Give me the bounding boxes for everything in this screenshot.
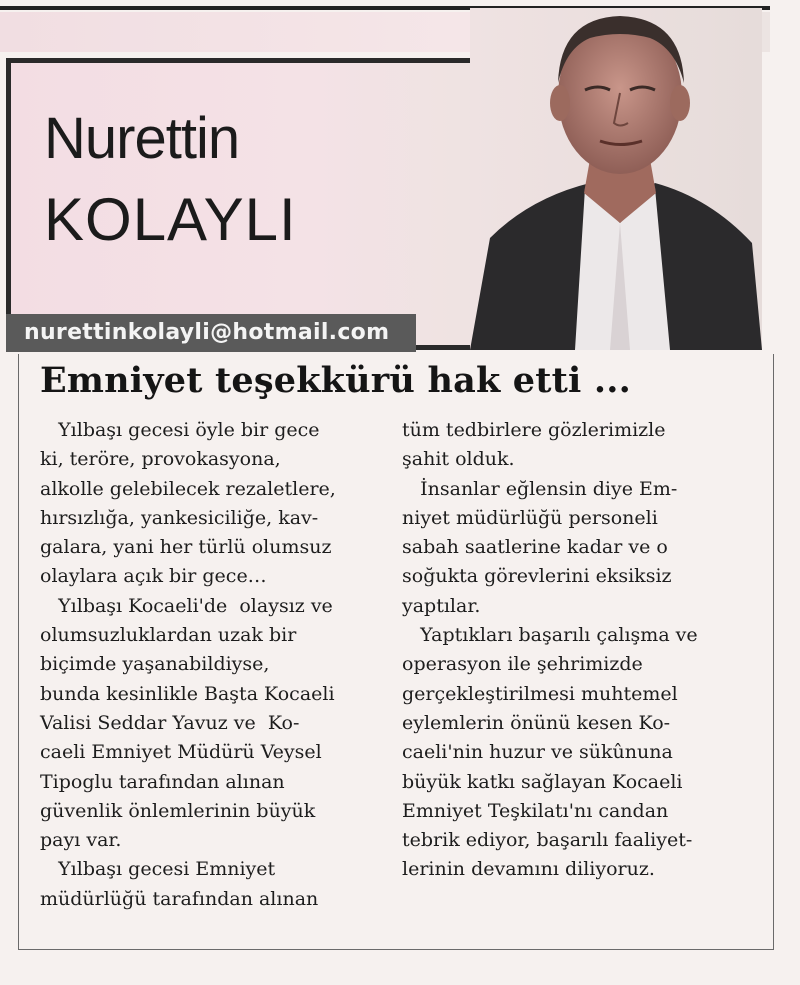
text-line: biçimde yaşanabildiyse, (40, 653, 270, 676)
text-line: tüm tedbirlere gözlerimizle (402, 419, 666, 441)
text-line: olumsuzluklardan uzak bir (40, 624, 297, 647)
text-line: soğukta görevlerini eksiksiz (402, 565, 672, 588)
text-line: büyük katkı sağlayan Kocaeli (402, 770, 683, 793)
article-headline: Emniyet teşekkürü hak etti ... (40, 360, 632, 401)
author-photo (470, 8, 762, 350)
text-line: Yılbaşı gecesi Emniyet (40, 858, 276, 881)
article-column-right (402, 416, 754, 885)
text-line: Valisi Seddar Yavuz ve Ko- (40, 711, 300, 734)
text-line: tebrik ediyor, başarılı faaliyet- (402, 829, 693, 852)
text-line: ki, teröre, provokasyona, (40, 448, 281, 471)
text-line: şahit olduk. (402, 448, 515, 471)
text-line: Tipoglu tarafından alınan (40, 770, 285, 793)
text-line: bunda kesinlikle Başta Kocaeli (40, 682, 335, 705)
author-first-name: Nurettin (44, 106, 240, 171)
text-line: müdürlüğü tarafından alınan (40, 887, 319, 910)
author-email: nurettinkolayli@hotmail.com (6, 314, 416, 352)
text-line: alkolle gelebilecek rezaletlere, (40, 477, 336, 500)
article-column-left (40, 416, 380, 914)
text-line: hırsızlığa, yankesiciliğe, kav- (40, 506, 319, 529)
text-line: payı var. (40, 829, 122, 852)
text-line: operasyon ile şehrimizde (402, 653, 643, 676)
author-last-name: KOLAYLI (44, 186, 297, 253)
text-line: galara, yani her türlü olumsuz (40, 536, 332, 559)
text-line: İnsanlar eğlensin diye Em- (402, 477, 678, 500)
text-line: yaptılar. (402, 594, 481, 617)
text-line: niyet müdürlüğü personeli (402, 506, 658, 529)
text-line: Yılbaşı Kocaeli'de olaysız ve (40, 594, 333, 617)
text-line: lerinin devamını diliyoruz. (402, 858, 655, 881)
text-line: olaylara açık bir gece… (40, 565, 267, 588)
text-line: Emniyet Teşkilatı'nı candan (402, 799, 669, 822)
text-line: eylemlerin önünü kesen Ko- (402, 711, 671, 734)
text-line: Yılbaşı gecesi öyle bir gece (40, 419, 320, 441)
text-line: caeli Emniyet Müdürü Veysel (40, 741, 322, 764)
text-line: gerçekleştirilmesi muhtemel (402, 682, 678, 705)
author-portrait-image (470, 8, 762, 350)
text-line: güvenlik önlemlerinin büyük (40, 799, 316, 822)
text-line: sabah saatlerine kadar ve o (402, 536, 668, 559)
text-line: Yaptıkları başarılı çalışma ve (402, 624, 698, 647)
text-line: caeli'nin huzur ve sükûnuna (402, 741, 673, 764)
